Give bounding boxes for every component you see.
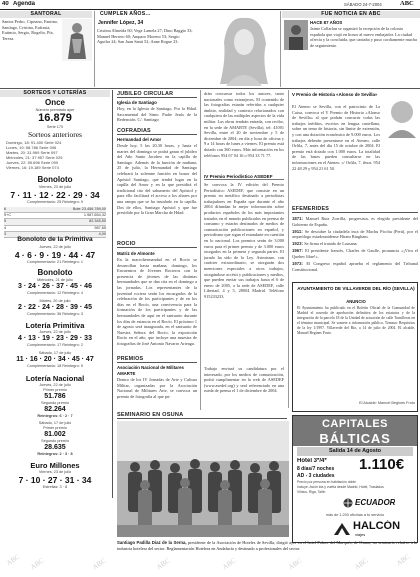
- ad-date-strip: [297, 447, 413, 456]
- once-number: 16.879: [38, 112, 72, 124]
- once-title: Once: [44, 98, 65, 107]
- santoral-title: SANTORAL: [0, 11, 92, 18]
- efemeride-year: 1973:: [292, 261, 307, 267]
- watermark: ABC: [29, 556, 46, 572]
- jennifer-lopez-photo: [210, 12, 278, 86]
- matriz-text: En la macrohermandad en el Rocío se desarrollan hasta mañana, domingo, los Encuentros de Jóvenes Rocieros con la presencia de jóvenes de las distintas hermandades que se dan cita en el domingo a las jornadas. Los representantes de la juventud rociera serán los encargados de la celebración de los participantes y de en los días en el Rocío, una convivencia para la formación de los participantes y de las hermandades de aquí en el santuario durante los días de estancia en el Rocío. El próximo 1 de agosto será inaugurada, en el santuario de Nuestra Señora del Rocío, la exposición Rocío en el año, que incluye una muestra de fotografías de José Antonio Navarro Arteaga.: [117, 257, 197, 346]
- ad-hotel: Hotel 3*/4*: [297, 458, 327, 464]
- watermark: ABC: [353, 556, 370, 572]
- prize-amount: Bote 23.456.789,00: [72, 207, 106, 211]
- asociacion-lead: Asociación Nacional de Militares AMARTE: [117, 365, 184, 376]
- seminario-title: SEMINARIO EN OSUNA: [117, 412, 287, 419]
- section-title: Agenda: [13, 1, 36, 7]
- ad-plan: AD - 3 ciudades: [297, 473, 335, 479]
- bonoloto-extra: Complementario: 36 Reintegro: 3: [27, 312, 83, 316]
- cofradias-title: COFRADÍAS: [117, 128, 197, 135]
- efemeride-year: 1923:: [292, 241, 305, 247]
- premio-historia-title: V Premio de Historia «Alonso de Sevilla»: [292, 92, 378, 97]
- loteria-primitiva-numbers: 11 · 16 · 20 · 34 · 45 · 47: [16, 356, 94, 363]
- euro-stars: Estrellas: 3 · 8: [42, 485, 68, 489]
- watermark: ABC: [155, 556, 172, 572]
- header-date: SÁBADO 24-7-2004: [344, 1, 382, 7]
- nacional-second: 28.635: [44, 444, 66, 451]
- ayuntamiento-text: El Ayuntamiento ha publicado en el Boletín Oficial de la Comunidad de Madrid el acuerdo de aprobación definitiva de los estatutos y de la integración de la parcela 18 de la Unidad de actuación de calle Tomilleras en el término municipal. Se somete a información pública. Tomasa: Requisitos de la ley 1/1997. Villaverde del Río, a 14 de julio de 2004. El alcalde, Manuel Begines Fruto.: [297, 306, 415, 335]
- euro-date: Viernes, 23 de julio: [38, 470, 72, 474]
- premio-historia-text: El Ateneo se Sevilla, con el patrocinio de La Caixa, convoca el V Premio de Historia «Alonso de Sevilla» al que podrán concurrir todas las trabajos inéditos, escritos en lengua castellana, sobre un tema de historia, sin límite de extensión, y con una dotación económica de 9.000 euros. Los trabajos deberán presentarse en el Ateneo, calle Orfila, 7, antes del día 15 de octubre de 2004. El premio está dotado con 1.000 euros. La totalidad de las bases pueden consultarse en las informaciones en el Ateneo. c/ Orfila, 7, tfnos. 954 22 48 29 y 954 21 61 50.: [292, 104, 380, 171]
- primitiva-title: Bonoloto de la Primitiva: [17, 236, 93, 243]
- efemerides-title: EFEMÉRIDES: [292, 206, 418, 213]
- once-date: Número premiado ayer: [35, 108, 75, 112]
- efemeride-year: 1871:: [292, 216, 306, 221]
- nacional-title: Lotería Nacional: [25, 374, 85, 383]
- efemeride-item: [292, 248, 418, 259]
- ad-operator: ECUADOR: [355, 498, 396, 507]
- primitiva-date: Jueves, 22 de julio: [39, 245, 71, 249]
- bonoloto-date: Martes, 20 de julio: [39, 299, 71, 303]
- bonoloto-date: Viernes, 23 de julio: [38, 185, 72, 189]
- hermandad-lead: Hermandad del Amor: [117, 137, 162, 142]
- efemerides-list: [292, 216, 418, 274]
- santoral-image: [62, 19, 92, 61]
- fue-noticia-title: FUE NOTICIA EN ABC: [282, 11, 420, 18]
- ad-price-note: Precio por persona en habitación doble: [297, 480, 357, 484]
- watermark: ABC: [91, 556, 108, 572]
- nacional-reintegros: Reintegros: 6 · 2 · 7: [37, 414, 73, 418]
- ad-cities: Vilnius, Riga, Tallin: [297, 490, 326, 494]
- ad-headline-1: CAPITALES: [321, 418, 389, 430]
- nacional-date: Sábado, 17 de julio: [38, 421, 72, 425]
- fue-noticia-text: Jaime Collarlan se organizó la recepción de la colonia española que viajó en honor al nuevo embajador. La ciudad ofrecía y la concluida, que cantaba y puso cordiamente mucha de seguimiento.: [310, 26, 417, 48]
- loteria-primitiva-date: Sábado, 17 de julio: [38, 351, 72, 355]
- matriz-lead: Matriz de Almonte: [117, 251, 155, 256]
- anteriores-item: Domingo, 18: 91.400 Serie 024: [6, 140, 62, 145]
- cumpleanos-name: Jennifer López, 34: [98, 20, 144, 26]
- ateneo-logo: [382, 92, 418, 140]
- premios-title: PREMIOS: [117, 356, 197, 363]
- watermark: ABC: [395, 552, 412, 568]
- bonoloto-numbers: 2 · 22 · 24 · 28 · 39 · 45: [18, 304, 92, 311]
- bonoloto-numbers: 3 · 24 · 26 · 37 · 45 · 46: [18, 283, 92, 290]
- ad-date: Salida 14 de Agosto: [328, 448, 382, 454]
- efemeride-item: [292, 241, 418, 247]
- prize-amount: 4,00: [98, 231, 106, 236]
- efemeride-year: 1911:: [292, 228, 305, 234]
- anteriores-item: Viernes, 16: 19.189 Serie 074: [6, 165, 59, 170]
- bonoloto-date: Miércoles, 21 de julio: [37, 278, 73, 282]
- bonoloto-extra: Complementario: 25 Reintegro: 9: [27, 200, 83, 204]
- loteria-primitiva-date: Jueves, 22 de julio: [39, 330, 71, 334]
- ad-header: [293, 416, 417, 446]
- asociacion-text: Dentro de los IV Jornadas de Arte y Cultura Militar, organizadas por la Asociación Nacional de Militares Arte, se convoca un premio de fotografía al que pu-: [117, 377, 197, 399]
- efemeride-text: El Congreso español aprueba el reglamento del Tribunal Constitucional.: [292, 261, 419, 272]
- fue-noticia-lead: HACE 87 AÑOS: [310, 20, 343, 25]
- caption-lead: Santiago Padilla Díaz de la Serna,: [117, 540, 187, 545]
- prize-amount: 1.987.654,32: [83, 213, 106, 218]
- bonoloto-title: Bonoloto: [37, 268, 73, 277]
- nacional-first-label: Primer premio: [43, 388, 67, 392]
- divider: [280, 11, 281, 87]
- jubileo-lead: Iglesia de Santiago: [117, 100, 157, 105]
- nacional-second-label: Segundo premio: [41, 401, 69, 405]
- ayuntamiento-subtitle: ANUNCIO: [346, 299, 366, 304]
- prize-amount: 987,65: [94, 225, 106, 230]
- caption-text: presidente de la Asociación de Hoteles de Sevilla, dirigió ayer en el hotel Palace del Marqués, de Osuna, un seminario relativo a la industria hotelera del sector. Reglamentación Hotelera en Andalucía y destinado a profesionales del sector.: [117, 540, 417, 551]
- anteriores-item: Martes, 20: 31.969 Serie 097: [6, 150, 58, 155]
- loteria-primitiva-numbers: 4 · 13 · 19 · 23 · 29 · 33: [18, 335, 92, 342]
- divider: [288, 90, 289, 408]
- divider: [94, 11, 95, 87]
- nacional-first: 51.786: [44, 393, 66, 400]
- travel-ad[interactable]: [292, 415, 418, 543]
- ayuntamiento-notice: [292, 282, 418, 412]
- prize-category: 3: [4, 231, 7, 236]
- prize-table: [4, 207, 106, 238]
- seminario-photo: [117, 421, 289, 537]
- primitiva-numbers: 4 · 6 · 9 · 19 · 44 · 47: [14, 250, 96, 260]
- amarte-continued-text: drán concursar todos los autores, tanto nacionales como extranjeros. El contenido de las fotografías estarán referidas a cualquier ámbito, realidad y contexto relacionados con cualquiera de las múltiples aspectos de la vida militar. Las obras tendrán entrada, con recibo, en la sede de AMARTE (Sevilla), tel: 41001 Sevilla, entre el 20 de noviembre y 5 de diciembre de 2004; en día y hora de oficina y 9 a 14 horas de lunes a viernes. El premio está dotado con 360 euros. Más información en los teléfonos 954 67 04 16 o 954 33 71 77.: [204, 91, 284, 158]
- ad-days: 8 días/7 noches: [297, 466, 335, 472]
- ayuntamiento-sign: El Alcalde: Manuel Begines Fruto: [359, 401, 415, 405]
- euro-title: Euro Millones: [30, 461, 80, 470]
- divider: [200, 90, 201, 410]
- bonoloto-title: Bonoloto: [37, 175, 73, 184]
- prize-category: 4: [4, 225, 7, 230]
- efemeride-text: Manuel Ruiz Zorrilla, progresista, es elegido presidente del Gobierno de España.: [292, 216, 419, 227]
- fue-noticia-image: [284, 20, 308, 50]
- cumpleanos-title: CUMPLEN AÑOS...: [96, 11, 164, 18]
- page-number: 40: [2, 1, 9, 7]
- euro-numbers: 7 · 10 · 27 · 31 · 34: [18, 475, 92, 485]
- ad-price: 1.110€: [359, 456, 405, 473]
- santoral-text: Santos Pedro, Cipriano, Fantino, Santiago, Cristina, Eufrasia, Eutimio, Sergio, Rogelio, Pía, Teresa.: [2, 19, 59, 41]
- top-row-rule: [0, 88, 420, 89]
- asedef-title: IV Premio Periodístico ASEDEF: [204, 174, 284, 180]
- sorteos-title: SORTEOS Y LOTERÍAS: [0, 90, 110, 97]
- ad-headline-2: BÁLTICAS: [319, 431, 391, 446]
- rocio-title: ROCÍO: [117, 241, 197, 248]
- photo-caption: [117, 540, 417, 558]
- anteriores-list: [6, 140, 106, 170]
- ayuntamiento-title: AYUNTAMIENTO DE VILLAVERDE DEL RÍO (SEVILLA): [297, 286, 415, 291]
- anteriores-item: Lunes, 19: 58.786 Serie 006: [6, 145, 57, 150]
- nacional-second-label: Segundo premio: [41, 439, 69, 443]
- efemeride-text: Se descubre la ciudadela inca de Machu Picchu (Perú), por el arqueólogo estadounidense Hiram Bingham.: [292, 228, 418, 240]
- anteriores-item: Miércoles, 21: 37.957 Serie 025: [6, 155, 63, 160]
- ad-operator-logo: [343, 498, 413, 508]
- loteria-primitiva-title: Lotería Primitiva: [25, 321, 85, 330]
- primitiva-extra: Complementario: 21 Reintegro: 1: [27, 260, 83, 264]
- bonoloto-extra: Complementario: 12 Reintegro: 4: [27, 291, 83, 295]
- nacional-date: Jueves, 22 de julio: [39, 383, 71, 387]
- asedef-submission-text: Trabajo enviará su candidatura por el interesado, por los medios de comunicación, podrá cumplimentar en la web de ASEDEF (www.asedef.org) y será referenciado en una rueda de prensa el 1 de diciembre de 2004.: [204, 366, 284, 394]
- once-serie: Serie 170: [46, 125, 64, 129]
- bonoloto-numbers: 7 · 11 · 12 · 22 · 29 · 34: [10, 190, 100, 200]
- nacional-second: 82.264: [44, 406, 66, 413]
- ad-agency-logo: [333, 519, 413, 539]
- jubileo-title: JUBILEO CIRCULAR: [117, 91, 197, 98]
- loteria-primitiva-extra: Complementario: 17 Reintegro: 2: [27, 343, 83, 347]
- efemeride-text: Se firma el tratado de Lausana.: [304, 241, 358, 247]
- prize-category: 5+C: [4, 213, 12, 218]
- cumpleanos-text: Cristina Almeida 60; Vega Lamela 27; Dino Baggio 33; Manuel Herrero 60; Amparo Moreno 53; Sergio Aguilar 24; San Juan Santi 52; Anne Rogue 23.: [97, 28, 193, 45]
- ad-agency-sub: viajes: [355, 532, 366, 537]
- ad-footer: más de 1.200 oficinas a tu servicio: [325, 513, 385, 517]
- prize-category: 6: [4, 207, 7, 211]
- efemeride-year: 1967:: [292, 248, 306, 254]
- efemeride-text: El presidente francés, Charles de Gaulle, pronuncia «¡Viva el Quebec libre!».: [292, 248, 418, 260]
- asedef-text: Se convoca la IV edición del Premio Periodístico ASEDEF, que consiste en un premio en metálico destinado a periodistas trabajadores en España que durante el año 2004 difundan la mejor información sobre productos españoles de los más importantes tratados en el mundo publicados en prensa de consumo y estarán destinados de medios de comunicación publicaciones en español, y periodismo que sigan el estandarte en cuestión en lo nacional. Los premios serán de 3.000 euros para el primer premio y de 3.000 euros otorgados en la primera y segunda partes. El jurado ha sido de la Ley. Asimismo, con carácter extraordinario, se otorgarán dos menciones especiales a otros trabajos, otorgándose accésit y publicaciones y medios, que pueden enviar sus trabajos hasta el 6 de enero de 2005, a la sede de ASEDEF, calle Libertad, 4 y 5, 28004 Madrid. Teléfono 915233233.: [204, 182, 284, 299]
- prize-category: 5: [4, 219, 7, 224]
- efemeride-item: [292, 216, 418, 227]
- anteriores-title: Sorteos anteriores: [28, 130, 82, 139]
- nacional-first-label: Primer premio: [43, 426, 67, 430]
- anteriores-item: Jueves, 22: 55.696 Serie 090: [6, 160, 59, 165]
- efemeride-item: [292, 261, 418, 272]
- hermandad-text: Desde hoy, 5 las 20,30 horas, y hasta el martes del domingo se podrá ganar el jubileo del Año Santo Jacobeo en la capilla de Santiago. Además de la función de mañana, 25 de julio, la Hermandad de Santiago celebrará la solemne función en honor del Apóstol Santiago, que tendrá lugar en la capilla del Amor y en la que presidirá el tradicional rito del sahumerio del Apóstol y para ello facilitará el acceso a los altares por una rampa que se ha instalado en la capilla. Dos de ellos, Santiago Apóstol y que fue presidido por la Gran Marcha de Hdad.: [117, 143, 197, 216]
- prize-amount: 82.345,50: [89, 219, 106, 224]
- watermark: ABC: [287, 556, 304, 572]
- ad-route: Incluye: Avión ida y vuelta desde Madrid, Hotel, Traslados: [297, 485, 384, 489]
- watermark: ABC: [221, 556, 238, 572]
- header-brand: ABC: [400, 0, 414, 7]
- ad-agency: HALCÓN: [353, 520, 401, 532]
- jubileo-text: Hoy, en la Iglesia de Santiago, Por la Hdad. Sacramental del Stmo. Padre Jesús de la Redención. C/. Santiago: [117, 106, 197, 123]
- loteria-primitiva-extra: Complementario: 18 Reintegro: 5: [27, 364, 83, 368]
- nacional-reintegros: Reintegros: 2 · 3 · 8: [37, 452, 73, 456]
- nacional-first: 81.002: [44, 431, 66, 438]
- efemeride-item: [292, 229, 418, 240]
- divider: [112, 90, 113, 498]
- watermark: ABC: [5, 552, 22, 568]
